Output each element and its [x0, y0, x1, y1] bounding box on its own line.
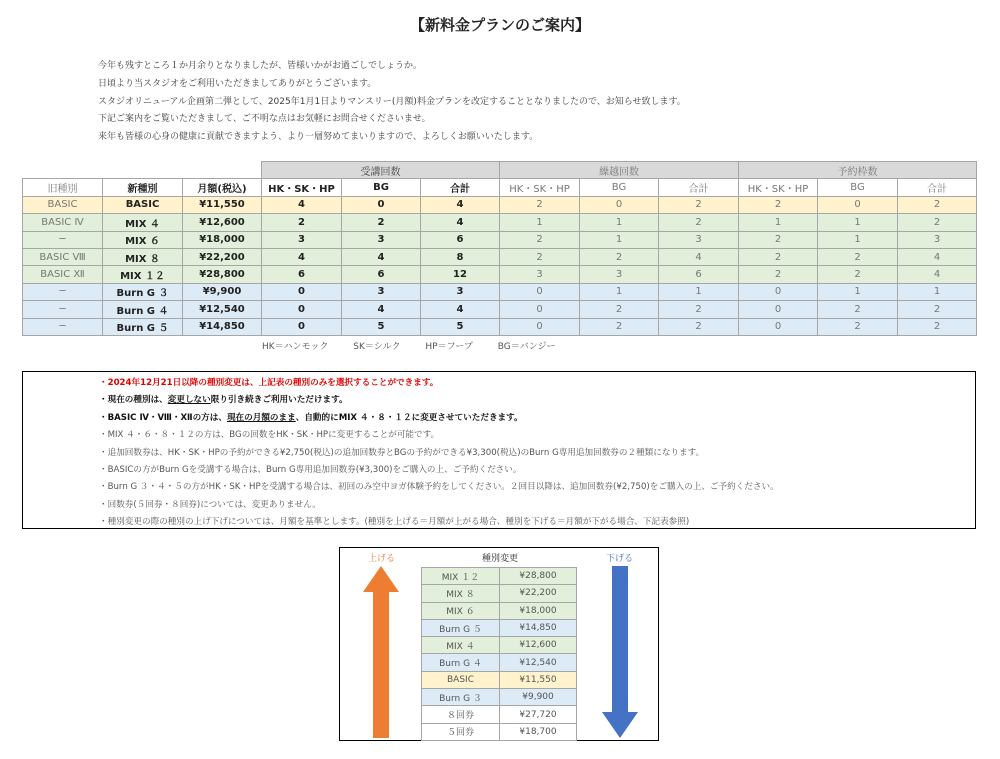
plan-cell: 1: [580, 214, 659, 231]
plan-cell: 5: [421, 318, 500, 335]
plan-cell: 4: [898, 266, 977, 283]
plan-cell: 3: [500, 266, 580, 283]
plan-cell: ¥9,900: [183, 283, 262, 300]
plan-cell: ─: [23, 283, 103, 300]
plan-row: [23, 248, 977, 265]
group-header-row: [23, 162, 977, 179]
rank-plan-name: MIX ６: [422, 602, 500, 619]
plan-cell: 6: [421, 231, 500, 248]
plan-cell: 2: [659, 301, 739, 318]
plan-row: [23, 266, 977, 283]
rank-plan-price: ¥9,900: [500, 689, 577, 706]
column-header: BG: [818, 179, 898, 196]
note-text: ・現在の種別は、: [99, 395, 168, 406]
plan-cell: 2: [500, 196, 580, 213]
plan-cell: MIX ４: [103, 214, 183, 231]
plan-row: [23, 318, 977, 335]
plan-cell: 4: [421, 301, 500, 318]
plan-cell: ¥11,550: [183, 196, 262, 213]
rank-row: [422, 689, 577, 706]
plan-cell: 2: [818, 266, 898, 283]
plan-cell: 3: [262, 231, 342, 248]
note-line: ・MIX ４・６・８・１２の方は、BGの回数をHK・SK・HPに変更することが可能です。: [99, 430, 440, 441]
plan-cell: 12: [421, 266, 500, 283]
intro-line: 来年も皆様の心身の健康に貢献できますよう、より一層努めてまいりますので、よろしくお願いいたします。: [98, 132, 539, 143]
plan-cell: 1: [580, 231, 659, 248]
plan-cell: 2: [898, 214, 977, 231]
rank-plan-name: MIX ４: [422, 637, 500, 654]
group-header-carryover: 繰越回数: [500, 162, 739, 179]
intro-text: [98, 58, 686, 147]
rank-row: [422, 585, 577, 602]
plan-cell: 4: [421, 214, 500, 231]
plan-cell: 2: [898, 196, 977, 213]
legend-item: HK＝ハンモック: [262, 342, 329, 352]
plan-cell: MIX ８: [103, 248, 183, 265]
column-header: 合計: [898, 179, 977, 196]
rank-row: [422, 723, 577, 740]
plan-cell: BASIC: [23, 196, 103, 213]
plan-cell: 0: [818, 196, 898, 213]
note-line: ・BASICの方がBurn Gを受講する場合は、Burn G専用追加回数券(¥3,300)をご購入の上、ご予約ください。: [99, 465, 522, 476]
plan-cell: 2: [659, 196, 739, 213]
rank-plan-name: Burn G ４: [422, 654, 500, 671]
page-title: 【新料金プランのご案内】: [409, 16, 590, 34]
up-label: 上げる: [368, 554, 396, 564]
plan-cell: ¥18,000: [183, 231, 262, 248]
plan-cell: 2: [659, 214, 739, 231]
plan-cell: 1: [818, 214, 898, 231]
plan-cell: 0: [262, 283, 342, 300]
note-line: ・種別変更の際の種別の上げ下げについては、月額を基準とします。(種別を上げる＝月額が上がる場合、種別を下げる＝月額が下がる場合、下記表参照): [99, 517, 690, 528]
down-arrow-icon: [601, 566, 639, 738]
column-header-row: [23, 179, 977, 196]
column-header: 月額(税込): [183, 179, 262, 196]
plan-cell: 4: [262, 196, 342, 213]
down-label: 下げる: [606, 554, 634, 564]
note-line: ・Burn G ３・４・５の方がHK・SK・HPを受講する場合は、初回のみ空中ヨガ体験予約をしてください。２回目以降は、追加回数券(¥2,750)をご購入の上、ご予約ください。: [99, 482, 779, 493]
legend-item: BG＝バンジー: [497, 342, 556, 352]
plan-cell: Burn G ３: [103, 283, 183, 300]
plan-cell: 2: [739, 266, 818, 283]
plan-cell: 2: [739, 196, 818, 213]
plan-cell: ¥14,850: [183, 318, 262, 335]
plan-cell: 8: [421, 248, 500, 265]
plan-row: [23, 283, 977, 300]
plan-cell: MIX ６: [103, 231, 183, 248]
rank-row: [422, 706, 577, 723]
plan-cell: 4: [342, 248, 421, 265]
plan-cell: 0: [262, 301, 342, 318]
plan-cell: MIX １２: [103, 266, 183, 283]
plan-cell: 4: [898, 248, 977, 265]
plan-cell: 1: [659, 283, 739, 300]
plan-cell: ─: [23, 318, 103, 335]
rank-row: [422, 568, 577, 585]
column-header: BG: [580, 179, 659, 196]
rank-plan-price: ¥22,200: [500, 585, 577, 602]
plan-cell: 2: [580, 248, 659, 265]
plan-cell: 3: [342, 283, 421, 300]
plan-cell: ¥28,800: [183, 266, 262, 283]
rank-plan-name: ８回券: [422, 706, 500, 723]
plan-cell: 2: [580, 301, 659, 318]
plan-cell: 0: [500, 283, 580, 300]
plan-cell: 2: [739, 248, 818, 265]
plan-cell: 2: [500, 248, 580, 265]
plan-cell: 0: [262, 318, 342, 335]
column-header: 合計: [421, 179, 500, 196]
plan-cell: 2: [898, 301, 977, 318]
plan-cell: 5: [342, 318, 421, 335]
rank-plan-price: ¥11,550: [500, 671, 577, 688]
group-header-lessons: 受講回数: [262, 162, 500, 179]
plan-cell: ─: [23, 301, 103, 318]
plan-cell: 1: [580, 283, 659, 300]
column-header: BG: [342, 179, 421, 196]
up-arrow-icon: [362, 566, 400, 738]
plan-cell: 6: [342, 266, 421, 283]
plan-cell: 1: [818, 231, 898, 248]
plan-cell: Burn G ４: [103, 301, 183, 318]
plan-row: [23, 196, 977, 213]
plan-cell: ¥22,200: [183, 248, 262, 265]
rank-row: [422, 671, 577, 688]
plan-cell: 2: [580, 318, 659, 335]
plan-cell: 2: [818, 248, 898, 265]
plan-cell: 1: [898, 283, 977, 300]
rank-plan-price: ¥18,000: [500, 602, 577, 619]
note-text: ・BASIC Ⅳ・Ⅷ・Ⅻの方は、: [99, 412, 227, 423]
rank-plan-price: ¥14,850: [500, 619, 577, 636]
note-line: [99, 392, 975, 409]
rank-row: [422, 637, 577, 654]
plan-cell: ─: [23, 231, 103, 248]
plan-cell: 4: [342, 301, 421, 318]
rank-plan-price: ¥18,700: [500, 723, 577, 740]
rank-plan-price: ¥12,540: [500, 654, 577, 671]
plan-cell: 2: [500, 231, 580, 248]
plan-cell: 2: [818, 301, 898, 318]
note-underline: 現在の月額のまま: [226, 412, 296, 423]
intro-line: スタジオリニューアル企画第二弾として、2025年1月1日よりマンスリー(月額)料金プランを改定することとなりましたので、お知らせ致します。: [98, 96, 686, 107]
column-header: 旧種別: [23, 179, 103, 196]
note-underline: 変更しない: [167, 395, 211, 406]
plan-cell: 4: [659, 248, 739, 265]
plan-cell: 2: [898, 318, 977, 335]
plan-row: [23, 214, 977, 231]
column-header: HK・SK・HP: [500, 179, 580, 196]
rank-table: [421, 567, 577, 741]
plan-cell: 2: [342, 214, 421, 231]
rank-plan-price: ¥28,800: [500, 568, 577, 585]
plan-row: [23, 301, 977, 318]
intro-line: 下記ご案内をご覧いただきまして、ご不明な点はお気軽にお問合せくださいませ。: [98, 114, 431, 125]
plan-cell: ¥12,540: [183, 301, 262, 318]
plan-row: [23, 231, 977, 248]
rank-plan-name: BASIC: [422, 671, 500, 688]
plan-cell: 3: [580, 266, 659, 283]
plan-cell: 1: [739, 214, 818, 231]
plan-cell: 1: [500, 214, 580, 231]
plan-cell: 1: [818, 283, 898, 300]
plan-cell: 2: [659, 318, 739, 335]
plan-cell: 3: [898, 231, 977, 248]
plan-cell: 4: [262, 248, 342, 265]
plan-cell: BASIC: [103, 196, 183, 213]
note-line: ・2024年12月21日以降の種別変更は、上記表の種別のみを選択することができます。: [99, 378, 439, 388]
legend-item: SK＝シルク: [353, 342, 401, 352]
rank-plan-price: ¥27,720: [500, 706, 577, 723]
plan-cell: 0: [342, 196, 421, 213]
column-header: HK・SK・HP: [262, 179, 342, 196]
plan-cell: 2: [818, 318, 898, 335]
note-line: ・回数券(５回券・８回券)については、変更ありません。: [99, 499, 321, 510]
rank-plan-name: MIX １２: [422, 568, 500, 585]
note-text: 、自動的にMIX ４・８・１２に変更させていただきます。: [295, 412, 523, 423]
plan-cell: 2: [262, 214, 342, 231]
notes-box: [22, 371, 976, 529]
plan-cell: 2: [739, 231, 818, 248]
note-line: [99, 410, 975, 427]
plan-cell: 6: [659, 266, 739, 283]
plan-cell: BASIC Ⅻ: [23, 266, 103, 283]
plan-cell: 0: [580, 196, 659, 213]
plan-cell: 0: [500, 301, 580, 318]
plan-cell: 3: [659, 231, 739, 248]
rank-plan-name: Burn G ３: [422, 689, 500, 706]
plan-cell: 3: [421, 283, 500, 300]
plan-cell: 0: [739, 318, 818, 335]
rank-plan-name: MIX ８: [422, 585, 500, 602]
abbreviation-legend: [262, 339, 578, 352]
note-text: 限り引き続きご利用いただけます。: [210, 395, 348, 406]
intro-line: 今年も残すところ１か月余りとなりましたが、皆様いかがお過ごしでしょうか。: [98, 61, 423, 71]
plan-cell: 3: [342, 231, 421, 248]
rank-plan-name: Burn G ５: [422, 619, 500, 636]
intro-line: 日頃より当スタジオをご利用いただきましてありがとうございます。: [98, 78, 377, 89]
plan-cell: 0: [500, 318, 580, 335]
rank-title: 種別変更: [481, 554, 518, 564]
group-header-reservation: 予約枠数: [739, 162, 977, 179]
blank-cell: [23, 162, 262, 179]
column-header: 新種別: [103, 179, 183, 196]
plan-cell: 0: [739, 283, 818, 300]
plan-cell: Burn G ５: [103, 318, 183, 335]
plan-cell: 4: [421, 196, 500, 213]
rank-row: [422, 619, 577, 636]
plan-cell: BASIC Ⅳ: [23, 214, 103, 231]
column-header: HK・SK・HP: [739, 179, 818, 196]
column-header: 合計: [659, 179, 739, 196]
plan-cell: 6: [262, 266, 342, 283]
rank-plan-name: ５回券: [422, 723, 500, 740]
rank-change-box: [339, 547, 659, 741]
rank-row: [422, 654, 577, 671]
plan-cell: ¥12,600: [183, 214, 262, 231]
plan-table: [22, 161, 977, 336]
rank-plan-price: ¥12,600: [500, 637, 577, 654]
rank-row: [422, 602, 577, 619]
legend-item: HP＝フープ: [425, 342, 473, 352]
note-line: ・追加回数券は、HK・SK・HPの予約ができる¥2,750(税込)の追加回数券とBGの予約ができる¥3,300(税込)のBurn G専用追加回数券の２種類になります。: [99, 447, 705, 458]
plan-cell: 0: [739, 301, 818, 318]
plan-cell: BASIC Ⅷ: [23, 248, 103, 265]
